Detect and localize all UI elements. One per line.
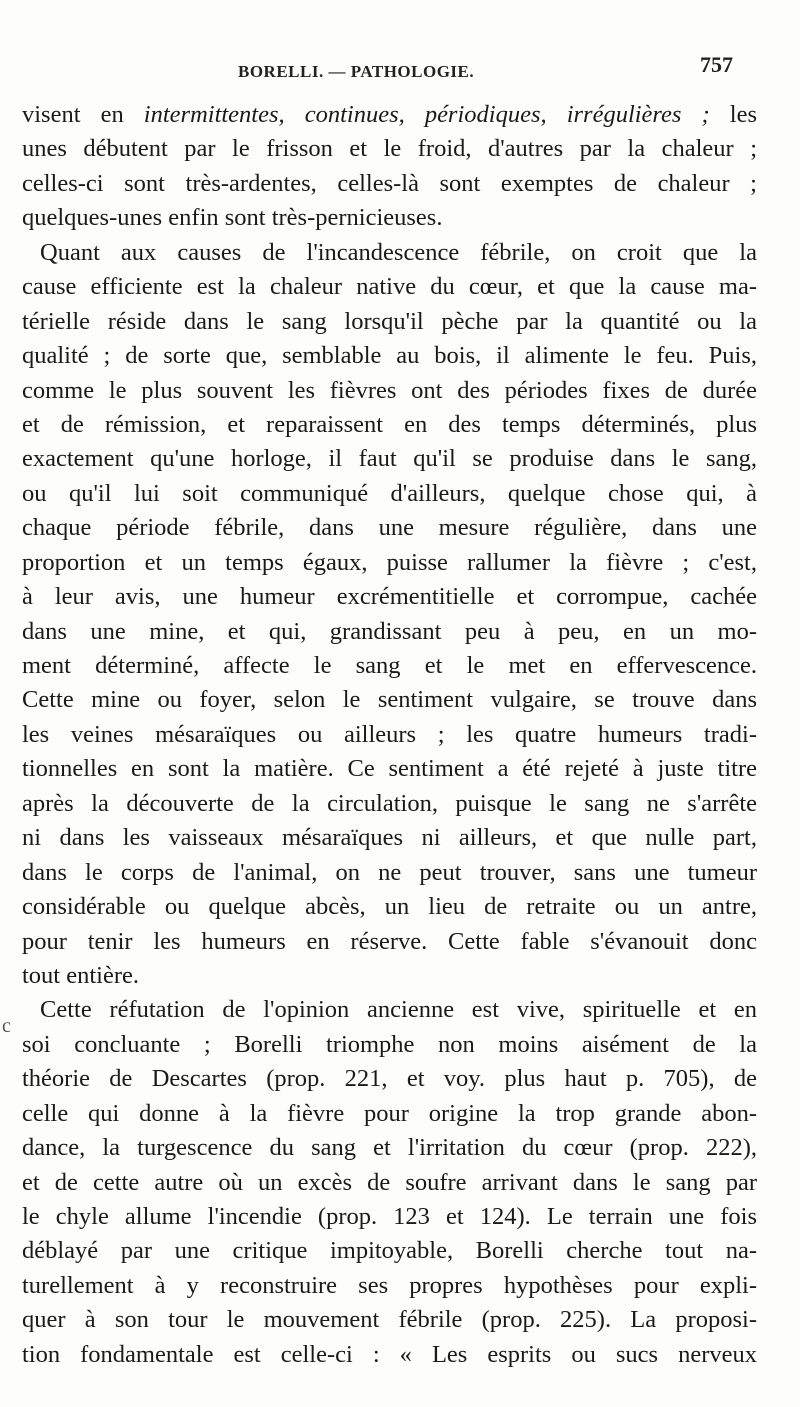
text-line: celles-ci sont très-ardentes, celles-là sont exemptes de chaleur ;	[22, 169, 757, 197]
text-line: quer à son tour le mouvement fébrile (prop. 225). La proposi-	[22, 1306, 757, 1334]
body-text	[22, 98, 757, 1372]
text-line: tionnelles en sont la matière. Ce sentiment a été rejeté à juste titre	[22, 755, 757, 783]
text-line: comme le plus souvent les fièvres ont des périodes fixes de durée	[22, 376, 757, 404]
text-line: quelques-unes enfin sont très-pernicieuses.	[22, 204, 443, 232]
text-line: tion fondamentale est celle-ci : « Les esprits ou sucs nerveux	[22, 1340, 757, 1368]
text-line: chaque période fébrile, dans une mesure régulière, dans une	[22, 514, 757, 542]
text-line: soi concluante ; Borelli triomphe non moins aisément de la	[22, 1030, 757, 1058]
text-line: le chyle allume l'incendie (prop. 123 et 124). Le terrain une fois	[22, 1203, 757, 1230]
text-line: considérable ou quelque abcès, un lieu de retraite ou un antre,	[22, 893, 757, 921]
text-line: ou qu'il lui soit communiqué d'ailleurs, quelque chose qui, à	[22, 479, 757, 507]
text-line: turellement à y reconstruire ses propres hypothèses pour expli-	[22, 1271, 757, 1299]
text-line: pour tenir les humeurs en réserve. Cette fable s'évanouit donc	[22, 927, 757, 955]
text-line: Cette mine ou foyer, selon le sentiment vulgaire, se trouve dans	[22, 686, 757, 714]
page-header	[0, 50, 800, 90]
text-line: les veines mésaraïques ou ailleurs ; les quatre humeurs tradi-	[22, 720, 757, 748]
text-line: térielle réside dans le sang lorsqu'il pèche par la quantité ou la	[22, 307, 757, 335]
text-line: et de rémission, et reparaissent en des temps déterminés, plus	[22, 410, 757, 438]
text-line: à leur avis, une humeur excrémentitielle et corrompue, cachée	[22, 583, 757, 611]
text-line: celle qui donne à la fièvre pour origine la trop grande abon-	[22, 1099, 757, 1127]
text-line: et de cette autre où un excès de soufre arrivant dans le sang par	[22, 1168, 757, 1196]
text-line: ni dans les vaisseaux mésaraïques ni ailleurs, et que nulle part,	[22, 824, 757, 852]
text-line: après la découverte de la circulation, puisque le sang ne s'arrête	[22, 789, 757, 817]
text-line: dans une mine, et qui, grandissant peu à peu, en un mo-	[22, 617, 757, 645]
text-line: proportion et un temps égaux, puisse rallumer la fièvre ; c'est,	[22, 548, 757, 576]
text-line: déblayé par une critique impitoyable, Borelli cherche tout na-	[22, 1237, 757, 1265]
text-line: qualité ; de sorte que, semblable au bois, il alimente le feu. Puis,	[22, 342, 757, 370]
text-line: cause efficiente est la chaleur native du cœur, et que la cause ma-	[22, 273, 757, 301]
text-line: tout entière.	[22, 961, 140, 989]
text-line: dans le corps de l'animal, on ne peut trouver, sans une tumeur	[22, 858, 757, 886]
text-line: visent en intermittentes, continues, périodiques, irrégulières ; les	[22, 101, 757, 128]
page-number: 757	[700, 52, 733, 77]
text-line: Quant aux causes de l'incandescence fébrile, on croit que la	[40, 238, 757, 266]
text-line: ment déterminé, affecte le sang et le met en effervescence.	[22, 652, 757, 679]
text-line: unes débutent par le frisson et le froid, d'autres par la chaleur ;	[22, 135, 757, 163]
text-line: exactement qu'une horloge, il faut qu'il se produise dans le sang,	[22, 445, 757, 473]
text-line: dance, la turgescence du sang et l'irritation du cœur (prop. 222),	[22, 1134, 757, 1162]
running-head: BORELLI. — PATHOLOGIE.	[238, 62, 475, 81]
text-line: Cette réfutation de l'opinion ancienne est vive, spirituelle et en	[40, 996, 757, 1024]
text-line: théorie de Descartes (prop. 221, et voy. plus haut p. 705), de	[22, 1065, 757, 1093]
margin-mark: c	[2, 1015, 11, 1037]
